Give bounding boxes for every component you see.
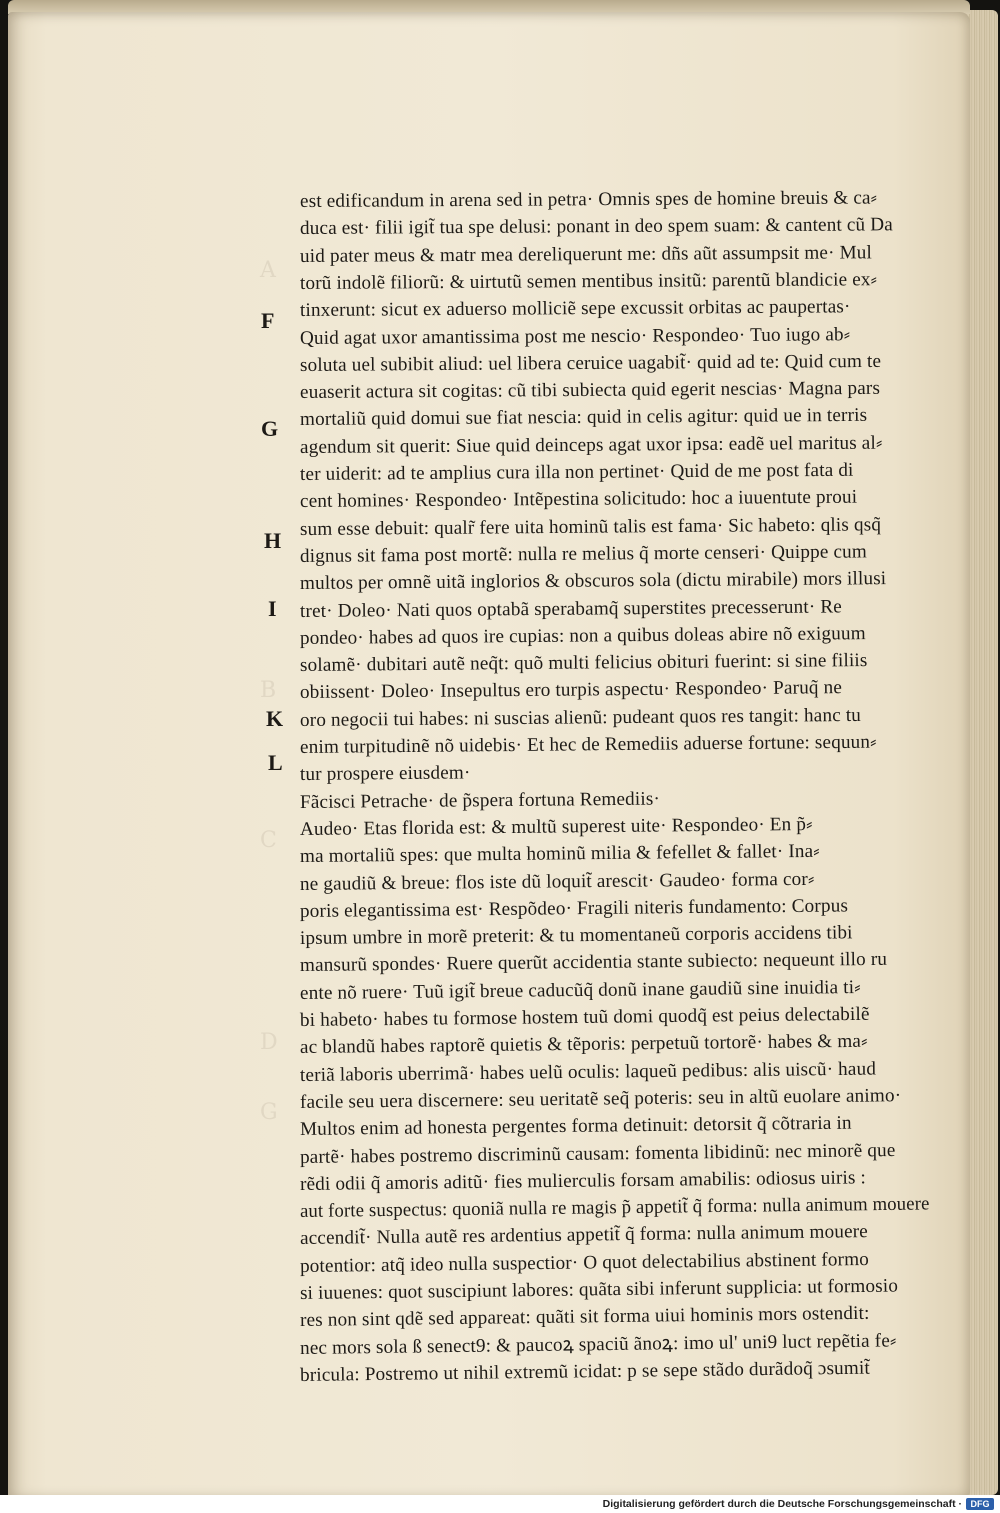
- text-line: res non sint qdẽ sed appareat: quãti sit forma uiui hominis mors ostendit:: [299, 1303, 870, 1332]
- bleed-letter: C: [260, 828, 277, 853]
- margin-letter-h: H: [264, 528, 282, 553]
- text-line: solamẽ· dubitari autẽ neq̃t: quõ multi felicius obituri fuerint: si sine filiis: [299, 650, 868, 677]
- bleed-letter: D: [260, 1030, 278, 1055]
- footer-bar: [0, 1495, 1000, 1513]
- text-line: ter uiderit: ad te amplius cura illa non pertinet· Quid de me post fata di: [299, 459, 854, 485]
- text-line: potentior: atq̃ ideo nulla suspectior· O quot delectabilius abstinent formo: [299, 1248, 870, 1277]
- text-line: Audeo· Etas florida est: & multũ superest uite· Respondeo· En p̃⸗: [299, 813, 813, 840]
- text-line: ipsum umbre in morẽ preterit: & tu momentaneũ corporis accidens tibi: [299, 922, 853, 950]
- bleed-letter: B: [260, 678, 277, 703]
- text-line: teriã laboris uberrimã· habes uelũ oculis: laqueũ pedibus: alis uiscũ· haud: [299, 1058, 877, 1086]
- text-line: si iuuenes: quot suscipiunt labores: quãta sibi inferunt supplicia: ut formosio: [299, 1275, 899, 1304]
- margin-letter-l: L: [268, 750, 283, 775]
- bleed-letter: A: [260, 258, 276, 283]
- text-line: poris elegantissima est· Respõdeo· Fragili niteris fundamento: Corpus: [299, 895, 849, 922]
- text-line: soluta uel subibit aliud: uel libera ceruice uagabit̃· quid ad te: Quid cum te: [299, 350, 882, 376]
- text-line: accendit̃· Nulla autẽ res ardentius appetit̃ q̃ forma: nulla animum mouere: [299, 1221, 869, 1250]
- text-line: oro negocii tui habes: ni suscias alienũ: pudeant quos res tangit: hanc tu: [299, 704, 862, 731]
- margin-letter-k: K: [266, 706, 284, 731]
- text-line: dignus sit fama post mortẽ: nulla re melius q̃ morte censeri· Quippe cum: [299, 541, 868, 567]
- footer-credit: Digitalisierung gefördert durch die Deutsche Forschungsgemeinschaft ·: [602, 1498, 962, 1510]
- dfg-logo: DFG: [966, 1498, 994, 1510]
- margin-letter-i: I: [268, 596, 277, 621]
- text-line: tinxerunt: sicut ex aduerso molliciẽ sepe excussit orbitas ac paupertas·: [299, 296, 851, 322]
- text-line: ente nõ ruere· Tuũ igit̃ breue caducũq̃ donũ inane gaudiũ sine inuidia ti⸗: [299, 976, 861, 1004]
- bleed-letter: G: [260, 1100, 278, 1125]
- text-line: Fãcisci Petrache· de p̃spera fortuna Remediis·: [299, 788, 661, 813]
- text-line: bi habeto· habes tu formose hostem tuũ domi quodq̃ est peius delectabilẽ: [299, 1003, 870, 1031]
- text-line: obiissent· Doleo· Insepultus ero turpis aspectu· Respondeo· Paruq̃ ne: [299, 677, 843, 704]
- text-line: tur prospere eiusdem·: [299, 762, 471, 786]
- text-line: est edificandum in arena sed in petra· Omnis spes de homine breuis & ca⸗: [299, 187, 878, 212]
- text-line: euaserit actura sit cogitas: cũ tibi subiecta quid egerit nescias· Magna pars: [299, 377, 881, 404]
- text-line: agendum sit querit: Siue quid deinceps agat uxor ipsa: eadẽ uel maritus al⸗: [299, 432, 883, 458]
- text-line: ne gaudiũ & breue: flos iste dũ loquit̃ arescit· Gaudeo· forma cor⸗: [299, 868, 815, 895]
- text-line: ma mortaliũ spes: que multa hominũ milia & fefellet & fallet· Ina⸗: [299, 841, 820, 868]
- text-line: cent homines· Respondeo· Intẽpestina solicitudo: hoc a iuuentute proui: [299, 486, 858, 513]
- text-line: rẽdi odii q̃ amoris aditũ· fies mulierculis forsam amabilis: odiosus uiris :: [299, 1167, 867, 1195]
- text-line: mansurũ spondes· Ruere querũt accidentia stante subiecto: nequeunt illo ru: [299, 949, 888, 977]
- text-line: enim turpitudinẽ nõ uidebis· Et hec de Remediis aduerse fortune: sequun⸗: [299, 731, 877, 758]
- margin-letter-f: F: [261, 308, 275, 333]
- text-line: aut forte suspectus: quoniã nulla re magis p̃ appetit̃ q̃ forma: nulla animum mouere: [299, 1193, 930, 1223]
- text-line: mortaliũ quid domui sue fiat nescia: quid in celis agitur: quid ue in terris: [299, 405, 868, 431]
- text-line: duca est· filii igit̃ tua spe delusi: ponant in deo spem suam: & cantent cũ Da: [299, 214, 893, 240]
- text-line: bricula: Postremo ut nihil extremũ icidat: p se sepe stãdo durãdoq̃ ɔsumit̃: [299, 1357, 871, 1386]
- text-line: facile seu uera discernere: seu ueritatẽ seq̃ poteris: seu in altũ euolare animo·: [299, 1085, 902, 1113]
- text-line: Multos enim ad honesta pergentes forma detinuit: detorsit q̃ cõtraria in: [299, 1112, 852, 1141]
- text-line: ac blandũ habes raptorẽ quietis & tẽporis: perpetuũ tortorẽ· habes & ma⸗: [299, 1031, 868, 1059]
- text-line: multos per omnẽ uitã inglorios & obscuros sola (dictu mirabile) mors illusi: [299, 568, 887, 595]
- text-line: pondeo· habes ad quos ire cupias: non a quibus doleas abire nõ exiguum: [299, 622, 866, 649]
- margin-letter-g: G: [261, 416, 279, 441]
- text-line: uid pater meus & matr mea dereliquerunt me: dñs aũt assumpsit me· Mul: [299, 241, 873, 267]
- text-line: torũ indolẽ filiorũ: & uirtutũ semen mentibus insitũ: parentũ blandicie ex⸗: [299, 269, 878, 294]
- text-line: tret· Doleo· Nati quos optabã sperabamq̃ superstites precesserunt· Re: [299, 595, 843, 622]
- text-line: nec mors sola ß senect9: & paucoꝝ spaciũ ãnoꝝ: imo ul' uni9 luct repẽtia fe⸗: [299, 1329, 897, 1359]
- text-line: partẽ· habes postremo discriminũ causam: fomenta libidinũ: nec minorẽ que: [299, 1139, 896, 1168]
- text-line: sum esse debuit: qualr̃ fere uita hominũ talis est fama· Sic habeto: qlis qsq̃: [299, 513, 882, 540]
- text-line: Quid agat uxor amantissima post me nescio· Respondeo· Tuo iugo ab⸗: [299, 323, 851, 349]
